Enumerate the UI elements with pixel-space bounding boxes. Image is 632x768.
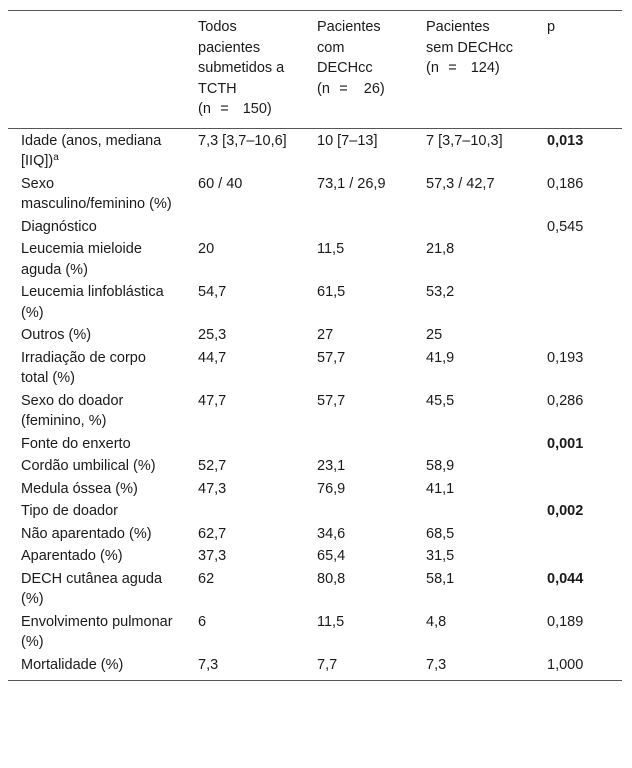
cell-p-value xyxy=(534,238,622,281)
data-table xyxy=(8,10,622,681)
col-header-line: submetidos a xyxy=(198,60,285,76)
row-label xyxy=(8,500,185,523)
cell-p-value xyxy=(534,478,622,501)
cell-without-dechcc: 7 [3,7–10,3] xyxy=(426,132,503,149)
cell-all-patients: 20 xyxy=(198,241,215,257)
cell-without-dechcc: 7,3 xyxy=(426,656,447,673)
col-header-p xyxy=(534,11,622,129)
col-header-line: Todos xyxy=(198,19,237,35)
row-label-text: Envolvimento pulmonar (%) xyxy=(21,613,173,650)
n-label: n xyxy=(321,80,330,97)
col-header-line: Pacientes xyxy=(426,19,490,35)
row-label-text: Não aparentado (%) xyxy=(21,525,152,542)
col-header-n: (n = 26) xyxy=(317,79,405,100)
cell-p-value: 0,013 xyxy=(547,132,584,149)
cell-all-patients: 37,3 xyxy=(198,548,227,564)
row-label xyxy=(8,281,185,324)
row-label xyxy=(8,478,185,501)
cell-all-patients: 62 xyxy=(198,570,215,587)
cell-with-dechcc: 11,5 xyxy=(317,613,345,630)
n-value: 150 xyxy=(242,101,267,117)
cell-without-dechcc xyxy=(413,216,534,239)
cell-all-patients: 7,3 xyxy=(198,656,219,673)
row-label xyxy=(8,523,185,546)
n-equals: = xyxy=(339,80,348,97)
cell-without-dechcc: 31,5 xyxy=(426,548,455,564)
table-body xyxy=(8,128,622,681)
table-row xyxy=(8,654,622,681)
cell-all-patients: 44,7 xyxy=(198,349,227,366)
cell-with-dechcc: 34,6 xyxy=(317,525,346,542)
col-header-line: TCTH xyxy=(198,80,237,97)
row-label-text: Sexo do doador (feminino, %) xyxy=(21,392,124,429)
header-row xyxy=(8,11,622,129)
col-header-n: (n = 124) xyxy=(426,58,526,79)
cell-all-patients: 60 / 40 xyxy=(198,175,243,192)
col-header-without-dechcc xyxy=(413,11,534,129)
cell-all-patients xyxy=(185,216,304,239)
row-label xyxy=(8,216,185,239)
table-row xyxy=(8,173,622,216)
table-row xyxy=(8,216,622,239)
col-header-n: (n = 150) xyxy=(198,99,296,120)
col-header-empty xyxy=(8,11,185,129)
table-row xyxy=(8,347,622,390)
row-label xyxy=(8,455,185,478)
cell-all-patients xyxy=(185,433,304,456)
row-label-text: Sexo masculino/feminino (%) xyxy=(21,175,172,212)
cell-all-patients: 7,3 [3,7–10,6] xyxy=(198,132,287,149)
row-label-text: Idade (anos, mediana [IIQ]) xyxy=(21,132,162,169)
row-label xyxy=(8,324,185,347)
cell-with-dechcc: 80,8 xyxy=(317,570,346,587)
row-label xyxy=(8,611,185,654)
cell-without-dechcc: 53,2 xyxy=(426,284,455,300)
cell-without-dechcc xyxy=(413,500,534,523)
col-header-all-patients xyxy=(185,11,304,129)
table-row xyxy=(8,281,622,324)
row-label-text: Cordão umbilical (%) xyxy=(21,458,156,474)
row-label-text: Mortalidade (%) xyxy=(21,656,124,673)
col-header-line: Pacientes xyxy=(317,19,381,35)
table-row xyxy=(8,455,622,478)
cell-all-patients: 47,7 xyxy=(198,392,227,409)
cell-without-dechcc: 57,3 / 42,7 xyxy=(426,175,495,192)
table-row xyxy=(8,478,622,501)
cell-without-dechcc: 4,8 xyxy=(426,613,447,630)
cell-without-dechcc: 21,8 xyxy=(426,241,455,257)
n-label: n xyxy=(430,60,439,76)
row-label-text: Outros (%) xyxy=(21,327,92,343)
n-equals: = xyxy=(448,60,457,76)
n-value: 124 xyxy=(470,60,495,76)
cell-p-value: 0,001 xyxy=(547,435,584,452)
cell-with-dechcc xyxy=(304,216,413,239)
row-label-text: Leucemia mieloide aguda (%) xyxy=(21,241,142,278)
row-label-text: Aparentado (%) xyxy=(21,548,123,564)
footnote-marker: a xyxy=(53,152,59,163)
n-label: n xyxy=(202,101,211,117)
table-row xyxy=(8,433,622,456)
col-header-line: com xyxy=(317,39,345,56)
table-row xyxy=(8,390,622,433)
col-header-line: pacientes xyxy=(198,39,261,56)
cell-p-value xyxy=(534,324,622,347)
cell-p-value: 0,044 xyxy=(547,570,584,587)
cell-p-value: 0,193 xyxy=(547,349,584,366)
cell-with-dechcc: 57,7 xyxy=(317,392,346,409)
cell-with-dechcc: 10 [7–13] xyxy=(317,132,378,149)
cell-all-patients xyxy=(185,500,304,523)
cell-p-value xyxy=(534,455,622,478)
cell-p-value xyxy=(534,523,622,546)
cell-without-dechcc: 45,5 xyxy=(426,392,455,409)
table-row xyxy=(8,324,622,347)
cell-p-value: 0,002 xyxy=(547,503,584,519)
col-header-with-dechcc xyxy=(304,11,413,129)
row-label xyxy=(8,173,185,216)
cell-p-value: 1,000 xyxy=(547,656,584,673)
cell-without-dechcc: 41,1 xyxy=(426,480,455,497)
row-label xyxy=(8,238,185,281)
cell-all-patients: 25,3 xyxy=(198,327,227,343)
table-row xyxy=(8,568,622,611)
cell-with-dechcc: 76,9 xyxy=(317,480,346,497)
cell-without-dechcc: 58,1 xyxy=(426,570,455,587)
row-label xyxy=(8,347,185,390)
cell-p-value: 0,286 xyxy=(547,392,584,409)
row-label-text: Medula óssea (%) xyxy=(21,480,138,497)
table-row xyxy=(8,523,622,546)
cell-all-patients: 47,3 xyxy=(198,480,227,497)
cell-with-dechcc: 65,4 xyxy=(317,548,346,564)
row-label-text: Fonte do enxerto xyxy=(21,435,131,452)
cell-all-patients: 62,7 xyxy=(198,525,227,542)
row-label xyxy=(8,545,185,568)
row-label xyxy=(8,433,185,456)
table-row xyxy=(8,238,622,281)
cell-without-dechcc: 58,9 xyxy=(426,458,455,474)
cell-without-dechcc xyxy=(413,433,534,456)
col-header-line: DECHcc xyxy=(317,60,373,76)
cell-with-dechcc: 57,7 xyxy=(317,349,346,366)
row-label xyxy=(8,568,185,611)
cell-p-value xyxy=(534,545,622,568)
table-row xyxy=(8,545,622,568)
col-header-line: sem DECHcc xyxy=(426,39,514,56)
n-equals: = xyxy=(220,101,229,117)
table-row xyxy=(8,500,622,523)
cell-with-dechcc: 11,5 xyxy=(317,241,345,257)
row-label xyxy=(8,654,185,681)
row-label-text: Diagnóstico xyxy=(21,218,97,235)
cell-all-patients: 52,7 xyxy=(198,458,227,474)
cell-with-dechcc: 7,7 xyxy=(317,656,338,673)
row-label-text: Tipo de doador xyxy=(21,503,119,519)
cell-with-dechcc xyxy=(304,500,413,523)
cell-p-value: 0,545 xyxy=(547,218,584,235)
cell-all-patients: 54,7 xyxy=(198,284,227,300)
row-label-text: Irradiação de corpo total (%) xyxy=(21,349,146,386)
cell-without-dechcc: 68,5 xyxy=(426,525,455,542)
cell-all-patients: 6 xyxy=(198,613,207,630)
table-row xyxy=(8,611,622,654)
cell-p-value: 0,189 xyxy=(547,613,584,630)
cell-with-dechcc: 61,5 xyxy=(317,284,346,300)
cell-without-dechcc: 25 xyxy=(426,327,443,343)
row-label-text: Leucemia linfoblástica (%) xyxy=(21,284,164,321)
table-row xyxy=(8,128,622,173)
cell-p-value: 0,186 xyxy=(547,175,584,192)
row-label-text: DECH cutânea aguda (%) xyxy=(21,570,163,607)
cell-with-dechcc xyxy=(304,433,413,456)
col-header-line: p xyxy=(547,19,556,35)
cell-with-dechcc: 23,1 xyxy=(317,458,346,474)
n-value: 26 xyxy=(363,80,380,97)
cell-without-dechcc: 41,9 xyxy=(426,349,455,366)
cell-with-dechcc: 73,1 / 26,9 xyxy=(317,175,386,192)
table-header xyxy=(8,11,622,129)
cell-p-value xyxy=(534,281,622,324)
row-label xyxy=(8,390,185,433)
cell-with-dechcc: 27 xyxy=(317,327,334,343)
row-label xyxy=(8,128,185,173)
